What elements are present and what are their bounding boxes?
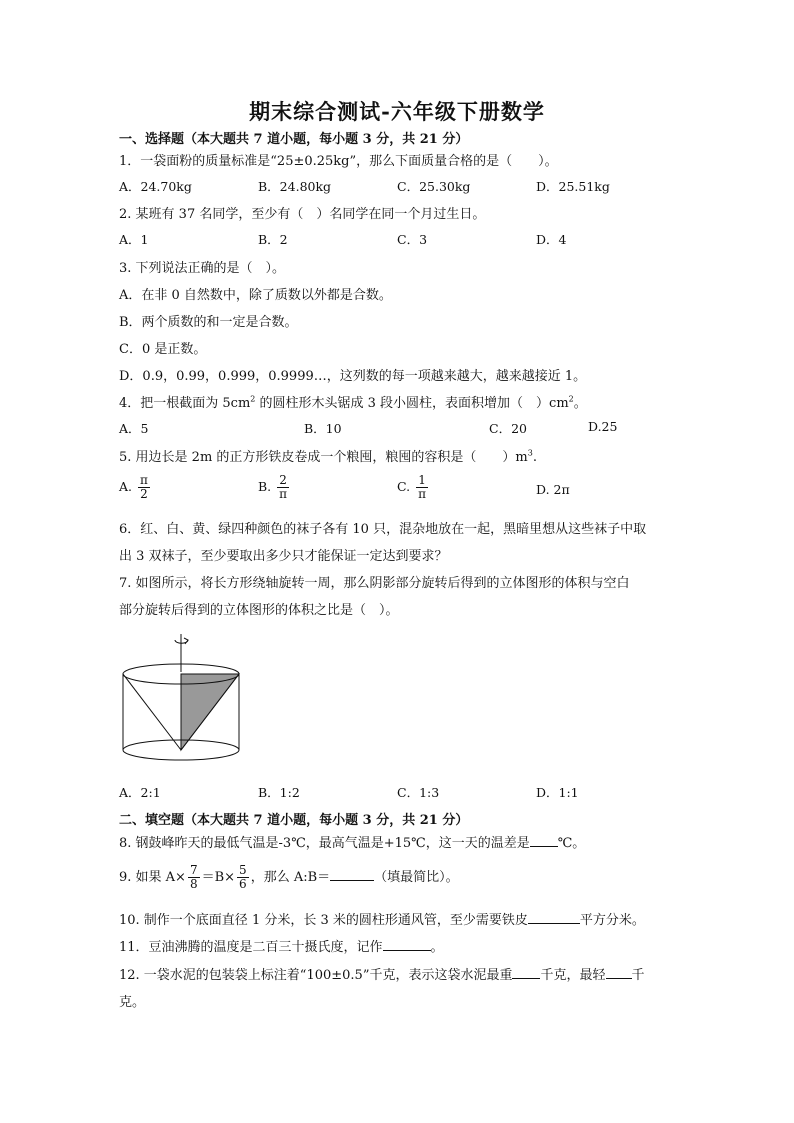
q1-option-b: B．24.80kg (258, 179, 332, 194)
q9-after: ，那么 A:B＝ (250, 870, 331, 885)
q8-text-main: 8. 钢鼓峰昨天的最低气温是-3℃，最高气温是+15℃，这一天的温差是 (119, 836, 530, 851)
q7-option-c: C．1:3 (397, 785, 440, 800)
q11-text (119, 936, 444, 955)
denominator: 2 (140, 487, 148, 501)
q9-prefix: 9. 如果 A× (119, 870, 186, 885)
q8-text (119, 832, 585, 851)
q5-option-c (397, 474, 430, 501)
q3-option-b: B．两个质数的和一定是合数。 (119, 315, 298, 330)
q7-option-a: A．2:1 (119, 785, 161, 800)
q9-text (119, 864, 459, 891)
q1-option-c: C．25.30kg (397, 179, 471, 194)
q9-answer-blank[interactable] (330, 868, 374, 881)
denominator: 8 (189, 877, 198, 891)
q5-option-d (536, 482, 570, 497)
q12-text-b: 千克，最轻 (540, 968, 606, 983)
q11-text-after: 。 (430, 940, 444, 955)
q5-option-c-fraction (416, 474, 428, 501)
denominator: 6 (239, 877, 247, 891)
q4-text-after: 。 (573, 396, 587, 411)
q4-option-b: B．10 (304, 421, 342, 436)
q8-text-after: ℃。 (557, 836, 586, 851)
q11-answer-blank[interactable] (383, 938, 431, 951)
numerator: 2 (279, 473, 287, 487)
q10-text-main: 10. 制作一个底面直径 1 分米，长 3 米的圆柱形通风管，至少需要铁皮 (119, 913, 528, 928)
q10-answer-blank[interactable] (528, 911, 580, 924)
q12-line-1 (119, 964, 645, 983)
q2-option-c: C．3 (397, 232, 428, 247)
q11-text-main: 11．豆油沸腾的温度是二百三十摄氏度，记作 (119, 940, 383, 955)
q4-option-c: C．20 (489, 421, 527, 436)
q9-fraction-1 (188, 864, 200, 891)
q5-sup: 3 (527, 448, 533, 458)
q9-fraction-2 (237, 864, 249, 891)
q9-tail: （填最简比）。 (374, 870, 459, 885)
q6-line-1: 6．红、白、黄、绿四种颜色的袜子各有 10 只，混杂地放在一起，黑暗里想从这些袜子中取 (119, 522, 647, 537)
q12-min-blank[interactable] (606, 966, 632, 979)
q2-option-d: D．4 (536, 232, 567, 247)
q2-option-b: B．2 (258, 232, 288, 247)
q5-option-a (119, 474, 152, 501)
q5-text-before: 5. 用边长是 2m 的正方形铁皮卷成一个粮囤，粮囤的容积是（ ）m (119, 450, 528, 465)
q6-line-2: 出 3 双袜子，至少要取出多少只才能保证一定达到要求？ (119, 549, 448, 564)
q5-option-b (258, 474, 291, 501)
q12-text-a: 12. 一袋水泥的包装袋上标注着“100±0.5”千克，表示这袋水泥最重 (119, 968, 513, 983)
q5-text (119, 446, 537, 465)
q4-text (119, 392, 587, 411)
q5-option-b-label: B. (258, 479, 272, 494)
page-title: 期末综合测试-六年级下册数学 (249, 99, 545, 124)
q7-line-1: 7. 如图所示，将长方形绕轴旋转一周，那么阴影部分旋转后得到的立体图形的体积与空白 (119, 576, 630, 591)
q3-text: 3. 下列说法正确的是（ ）。 (119, 261, 286, 276)
q3-option-a: A．在非 0 自然数中，除了质数以外都是合数。 (119, 288, 392, 303)
section-1-heading: 一、选择题（本大题共 7 道小题，每小题 3 分，共 21 分） (119, 132, 469, 147)
q4-sup-2: 2 (568, 394, 574, 404)
section-2-heading: 二、填空题（本大题共 7 道小题，每小题 3 分，共 21 分） (119, 813, 469, 828)
q8-answer-blank[interactable] (530, 834, 558, 847)
q4-sup-1: 2 (250, 394, 256, 404)
q4-text-before: 4．把一根截面为 5cm (119, 396, 251, 411)
q7-option-b: B．1:2 (258, 785, 300, 800)
denominator: π (279, 487, 288, 501)
numerator: 7 (189, 863, 198, 877)
q1-option-a: A．24.70kg (119, 179, 192, 194)
q3-option-d: D．0.9，0.99，0.999，0.9999…，这列数的每一项越来越大，越来越接近 1。 (119, 369, 587, 384)
q1-text: 1．一袋面粉的质量标准是“25±0.25kg”，那么下面质量合格的是（ ）。 (119, 154, 558, 169)
q10-text (119, 909, 645, 928)
q7-cylinder-figure (118, 630, 248, 765)
numerator: π (140, 473, 148, 487)
q9-mid: ＝B× (201, 870, 236, 885)
q2-text: 2. 某班有 37 名同学，至少有（ ）名同学在同一个月过生日。 (119, 207, 486, 222)
q10-text-after: 平方分米。 (579, 913, 645, 928)
q1-option-d: D．25.51kg (536, 179, 610, 194)
q12-text-c: 千 (631, 968, 645, 983)
q4-text-mid: 的圆柱形木头锯成 3 段小圆柱，表面积增加（ ）cm (255, 396, 569, 411)
q4-option-a: A．5 (119, 421, 149, 436)
numerator: 1 (418, 473, 426, 487)
denominator: π (418, 487, 426, 501)
q5-text-after: . (532, 450, 537, 465)
q5-option-d-value: 2π (553, 482, 570, 497)
q7-option-d: D．1:1 (536, 785, 579, 800)
q12-max-blank[interactable] (512, 966, 540, 979)
q5-option-d-label: D. (536, 482, 550, 497)
q5-option-b-fraction (277, 474, 289, 501)
q5-option-a-label: A. (119, 479, 133, 494)
q2-option-a: A．1 (119, 232, 149, 247)
numerator: 5 (239, 863, 247, 877)
q5-option-c-label: C. (397, 479, 411, 494)
q7-line-2: 部分旋转后得到的立体图形的体积之比是（ ）。 (119, 603, 399, 618)
q3-option-c: C．0 是正数。 (119, 342, 207, 357)
q4-option-d: D.25 (588, 419, 618, 434)
q12-line-2: 克。 (119, 995, 146, 1010)
q5-option-a-fraction (138, 474, 150, 501)
